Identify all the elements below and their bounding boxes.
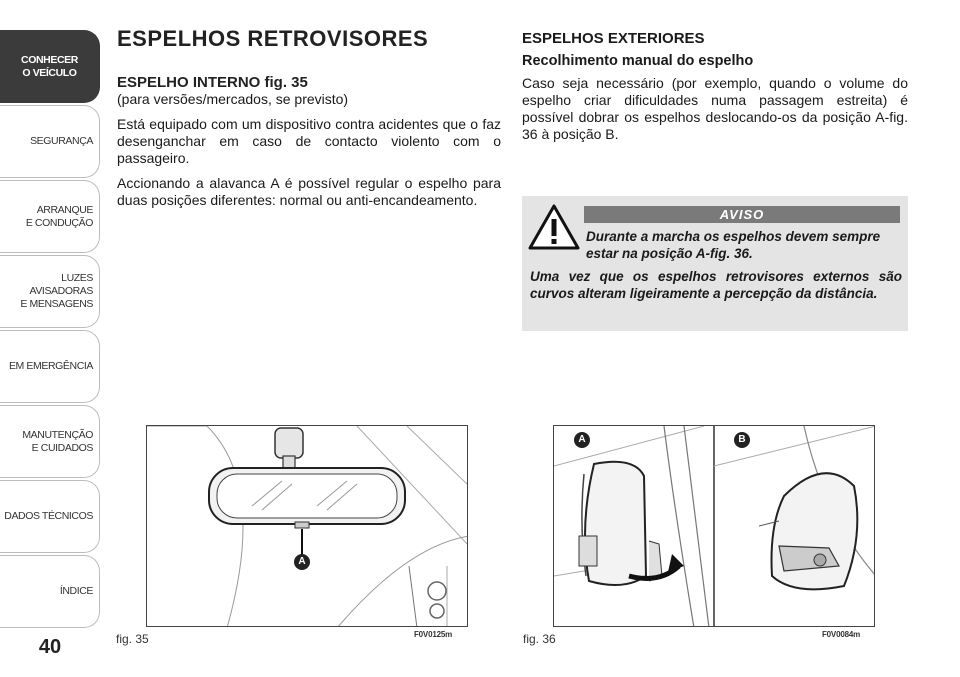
tab-arranque-e-conducao[interactable]: ARRANQUE E CONDUÇÃO: [0, 180, 100, 253]
marker-a-fig35: A: [294, 554, 310, 570]
caption-fig35: fig. 35: [116, 632, 149, 646]
code-fig36: F0V0084m: [822, 630, 860, 639]
warning-text-2: Uma vez que os espelhos retrovisores externos são curvos alteram ligeiramente a percepção da distância.: [530, 269, 902, 301]
section-subtitle: (para versões/mercados, se previsto): [117, 91, 349, 107]
code-fig35: F0V0125m: [414, 630, 452, 639]
marker-b-fig36: B: [734, 432, 750, 448]
interior-mirror-illustration: [147, 426, 468, 627]
subheading-manual-folding: Recolhimento manual do espelho: [522, 53, 754, 69]
section-heading-exterior-mirrors: ESPELHOS EXTERIORES: [522, 30, 705, 47]
marker-a-fig36: A: [574, 432, 590, 448]
tab-conhecer-o-veiculo[interactable]: CONHECER O VEÍCULO: [0, 30, 100, 103]
paragraph-1: Está equipado com um dispositivo contra acidentes que o faz desenganchar em caso de contacto violento com o passageiro.: [117, 116, 501, 166]
page-number: 40: [38, 636, 62, 658]
tab-luzes-avisadoras[interactable]: LUZES AVISADORAS E MENSAGENS: [0, 255, 100, 328]
exterior-mirror-illustration: [554, 426, 875, 627]
paragraph-exterior: Caso seja necessário (por exemplo, quando o volume do espelho criar dificuldades numa passagem estreita) é possível dobrar os espelhos deslocando-os da posição A-fig. 36 à posição B.: [522, 75, 908, 142]
tab-dados-tecnicos[interactable]: DADOS TÉCNICOS: [0, 480, 100, 553]
caption-fig36: fig. 36: [523, 632, 556, 646]
left-column: [117, 26, 501, 217]
figure-35-interior-mirror: [146, 425, 468, 627]
tab-indice[interactable]: ÍNDICE: [0, 555, 100, 628]
section-heading-interior-mirror: ESPELHO INTERNO fig. 35: [117, 74, 308, 91]
warning-triangle-icon: [528, 204, 580, 250]
tab-seguranca[interactable]: SEGURANÇA: [0, 105, 100, 178]
figure-36-exterior-mirror: [553, 425, 875, 627]
tab-manutencao[interactable]: MANUTENÇÃO E CUIDADOS: [0, 405, 100, 478]
warning-box: [522, 196, 908, 331]
tab-em-emergencia[interactable]: EM EMERGÊNCIA: [0, 330, 100, 403]
right-column: [522, 30, 908, 151]
page-title: ESPELHOS RETROVISORES: [117, 26, 429, 51]
warning-text-1: Durante a marcha os espelhos devem sempre estar na posição A-fig. 36.: [586, 229, 881, 261]
paragraph-2: Accionando a alavanca A é possível regular o espelho para duas posições diferentes: normal ou anti-encandeamento.: [117, 175, 501, 208]
warning-banner: AVISO: [584, 206, 900, 223]
